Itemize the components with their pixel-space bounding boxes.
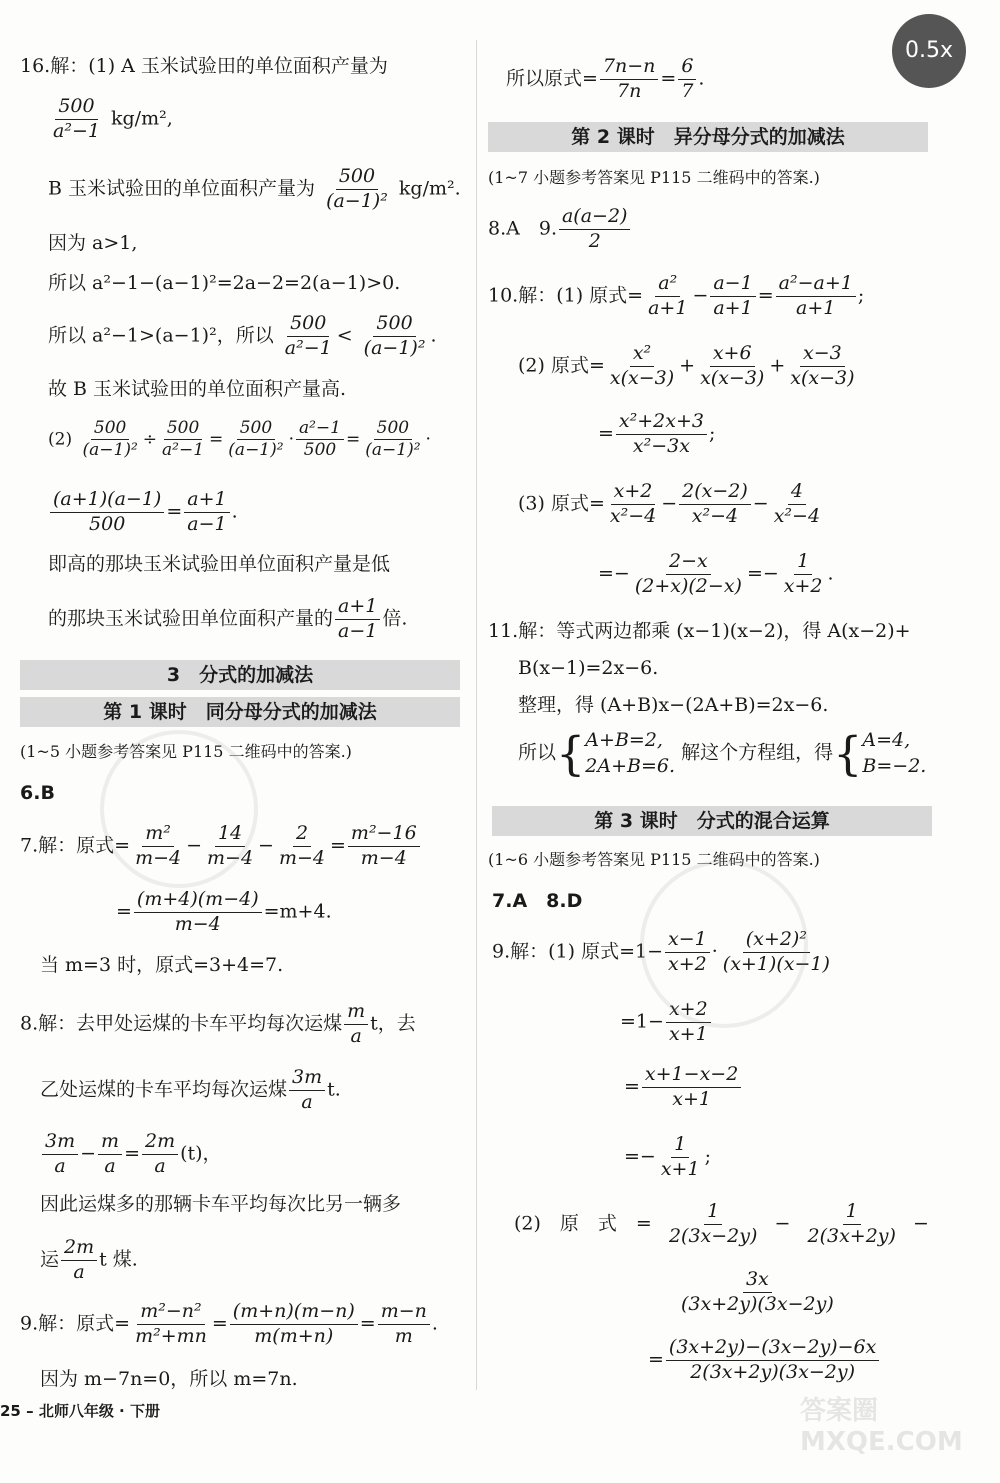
q10-3-line1: (3) 原式= $\frac{x+2}{\text{x²−4}}$ − $\frac{2(x-2)}{\text{x²−4}}$ − $\frac{4}{\text{x²−4}}$ <box>518 480 821 527</box>
text: t，去 <box>370 1012 416 1035</box>
q7-line3: 当 m=3 时，原式=3+4=7. <box>40 954 284 976</box>
q11-line1: 11.解：等式两边都乘 (x−1)(x−2)，得 A(x−2)+ <box>488 620 911 642</box>
q16-line9: 即高的那块玉米试验田单位面积产量是低 <box>48 553 391 575</box>
q10-2-line2: = $\frac{\text{x²+2x+3}}{\text{x²−3x}}$ ; <box>598 410 716 457</box>
text: (t)， <box>180 1142 222 1165</box>
q9-1-line1: 9.解：(1) 原式=1− $\frac{x-1}{x+2}$ · $\frac{\text{(x+2)²}}{(x+1)(x-1)}$ <box>492 928 830 975</box>
q16-line4: 因为 a>1, <box>48 232 138 254</box>
text: 乙处运煤的卡车平均每次运煤 <box>40 1078 288 1101</box>
q16-line1: 16.解：(1) A 玉米试验田的单位面积产量为 <box>20 55 388 77</box>
note: (1~5 小题参考答案见 P115 二维码中的答案.) <box>20 742 352 761</box>
q8-9-answers: 8.A 9. $\frac{a(a-2)}{2}$ <box>488 205 632 254</box>
lesson-header: 第 3 课时 分式的混合运算 <box>492 806 932 836</box>
q16-line6: 所以 a²−1>(a−1)²，所以 $\frac{500}{\text{a²−1}}$ < $\frac{500}{\text{(a−1)²}}$ . <box>48 312 437 359</box>
text: 8.A 9. <box>488 217 557 240</box>
q16-line10: 的那块玉米试验田单位面积产量的 $\frac{a+1}{a-1}$ 倍. <box>48 595 408 642</box>
q9-line1: 9.解：原式= $\frac{\text{m²−n²}}{\text{m²+mn}}$ = $\frac{(m+n)(m-n)}{m(m+n)}$ = $\frac{m-n}{m}$ . <box>20 1300 438 1347</box>
note: (1~6 小题参考答案见 P115 二维码中的答案.) <box>488 850 820 869</box>
text: t 煤. <box>99 1248 138 1271</box>
q11-line3: 整理，得 (A+B)x−(2A+B)=2x−6. <box>518 694 829 716</box>
text: 9.解：(1) 原式=1− <box>492 940 664 963</box>
text: 7.A 8.D <box>492 890 583 912</box>
section-header: 3 分式的加减法 <box>20 660 460 690</box>
text: (3) 原式= <box>518 492 605 515</box>
q8-line4: 因此运煤多的那辆卡车平均每次比另一辆多 <box>40 1193 402 1215</box>
q9-2-line1: (2) 原 式 = $\frac{1}{2(3x-2y)}$ − $\frac{1}{2(3x+2y)}$ − <box>514 1200 929 1247</box>
fraction: $\frac{500}{\text{a²−1}}$ <box>53 95 100 142</box>
text: 运 <box>40 1248 60 1271</box>
text: 所以原式= <box>506 67 598 90</box>
q8-line1: 8.解：去甲处运煤的卡车平均每次运煤 $\frac{m}{a}$ t，去 <box>20 1000 416 1047</box>
lesson-header: 第 1 课时 同分母分式的加减法 <box>20 697 460 727</box>
text: 7.解：原式= <box>20 834 131 857</box>
equation: B=−2. <box>862 754 927 777</box>
q10-2-line1: (2) 原式= $\frac{\text{x²}}{x(x-3)}$ + $\frac{x+6}{x(x-3)}$ + $\frac{x-3}{x(x-3)}$ <box>518 342 855 389</box>
q9-1-line3: = $\frac{x+1-x-2}{x+1}$ <box>624 1063 743 1112</box>
text: 6.B <box>20 782 55 804</box>
q9-1-line2: =1− $\frac{x+2}{x+1}$ <box>620 998 713 1047</box>
q8-line5: 运 $\frac{2m}{a}$ t 煤. <box>40 1236 138 1283</box>
q11-line2: B(x−1)=2x−6. <box>518 657 659 679</box>
playback-speed-badge[interactable]: 0.5x <box>892 14 966 88</box>
q16-line8b: $\frac{(a+1)(a-1)}{500}$ = $\frac{a+1}{a-1}$ . <box>48 488 238 537</box>
watermark-stamp <box>100 730 258 888</box>
equation: A+B=2, <box>585 729 663 751</box>
equation: A=4, <box>862 729 911 751</box>
q6-answer <box>20 782 55 805</box>
watermark-stamp <box>640 860 808 1028</box>
text: (2) 原 式 = <box>514 1212 652 1235</box>
q9-2-line3: = $\frac{(3x+2y)-(3x-2y)-6x}{2(3x+2y)(3x-2y)}$ <box>648 1336 881 1385</box>
note: (1~7 小题参考答案见 P115 二维码中的答案.) <box>488 168 820 187</box>
text: 所以 a²−1>(a−1)²，所以 <box>48 324 274 347</box>
q7-line1: 7.解：原式= $\frac{\text{m²}}{m-4}$ − $\frac{14}{m-4}$ − $\frac{2}{m-4}$ = $\frac{\text{m²−16}}{m-4}$ <box>20 822 422 871</box>
fraction: $\frac{500}{\text{(a−1)²}}$ <box>326 165 388 212</box>
text: 8.解：去甲处运煤的卡车平均每次运煤 <box>20 1012 343 1035</box>
text: 解这个方程组，得 <box>681 741 834 764</box>
column-divider <box>476 40 477 1390</box>
q11-line4: 所以{ A+B=2, 2A+B=6. 解这个方程组，得{ A=4, B=−2. <box>518 726 927 781</box>
text: B 玉米试验田的单位面积产量为 <box>48 177 316 200</box>
text: (2) <box>48 429 73 450</box>
text: 所以 <box>518 741 557 764</box>
q10-line1: 10.解：(1) 原式= $\frac{\text{a²}}{a+1}$ − $\frac{a-1}{a+1}$ = $\frac{\text{a²−a+1}}{a+1}$ ; <box>488 272 865 319</box>
q9-line2: 因为 m−7n=0，所以 m=7n. <box>40 1368 298 1390</box>
text: 9.解：原式= <box>20 1312 131 1335</box>
fraction: $\frac{500}{\text{a²−1}}$ <box>284 312 332 359</box>
page-footer: 25 – 北师八年级 · 下册 <box>0 1402 160 1420</box>
equation: 2A+B=6. <box>585 754 676 777</box>
r-line1: 所以原式= $\frac{7n-n}{7n}$ = $\frac{6}{7}$ . <box>506 55 705 102</box>
q8-line3: $\frac{3m}{a}$ − $\frac{m}{a}$ = $\frac{2m}{a}$ (t)， <box>40 1130 222 1179</box>
unit: kg/m², <box>111 107 173 130</box>
watermark-logo: 答案圈 MXQE.COM <box>800 1396 963 1457</box>
text: (2) 原式= <box>518 354 605 377</box>
q16-line2 <box>48 95 173 144</box>
q7-line2: = $\frac{(m+4)(m-4)}{m-4}$ =m+4. <box>116 888 332 935</box>
q10-3-line2: =− $\frac{2-x}{(2+x)(2-x)}$ =− $\frac{1}{x+2}$ . <box>598 550 834 597</box>
q16-line5: 所以 a²−1−(a−1)²=2a−2=2(a−1)>0. <box>48 272 401 294</box>
q16-line3 <box>48 165 461 214</box>
text: 的那块玉米试验田单位面积产量的 <box>48 607 334 630</box>
lesson-header: 第 2 课时 异分母分式的加减法 <box>488 122 928 152</box>
q9-1-line4: =− $\frac{1}{x+1}$ ; <box>624 1133 711 1180</box>
q7-8-answers <box>492 890 582 913</box>
q16-line7: 故 B 玉米试验田的单位面积产量高. <box>48 378 347 400</box>
fraction: $\frac{500}{\text{(a−1)²}}$ <box>363 312 426 359</box>
q9-2-line2: $\frac{3x}{(3x+2y)(3x-2y)}$ <box>681 1268 834 1315</box>
text: 倍. <box>382 607 408 630</box>
q8-line2: 乙处运煤的卡车平均每次运煤 $\frac{3m}{a}$ t. <box>40 1066 341 1113</box>
q16-line8: (2) $\frac{500}{\text{(a−1)²}}$ ÷ $\frac{500}{\text{a²−1}}$ = $\frac{500}{\text{(a−1)²}}$ · $\frac{\text{a²−1}}{500}$ = $\frac{500}{\text{(a−1)²}}$ · <box>48 418 431 461</box>
unit: kg/m². <box>398 177 461 200</box>
text: t. <box>327 1078 341 1101</box>
text: 10.解：(1) 原式= <box>488 284 644 307</box>
